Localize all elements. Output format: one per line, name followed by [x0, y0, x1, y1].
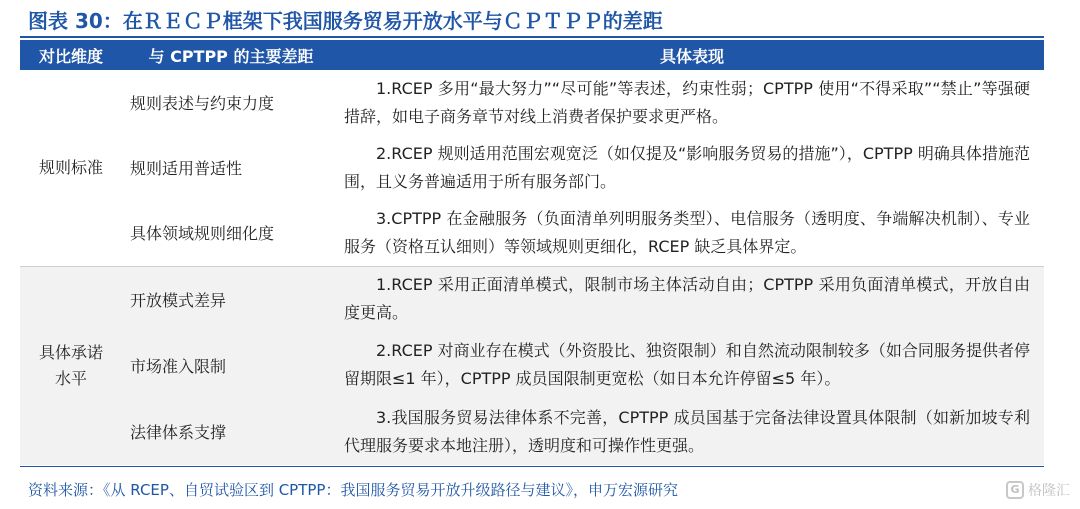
detail-cell: [340, 70, 1044, 135]
detail-text: 3.我国服务贸易法律体系不完善，CPTPP 成员国基于完备法律设置具体限制（如新加坡专利代理服务要求本地注册），透明度和可操作性更强。: [344, 407, 1030, 455]
table-row: [20, 332, 1044, 398]
table-row: [20, 200, 1044, 266]
header-detail: 具体表现: [340, 40, 1044, 70]
watermark: [1006, 478, 1070, 502]
table-row: [20, 70, 1044, 135]
detail-cell: [340, 200, 1044, 266]
title-divider: [20, 36, 1044, 38]
gap-cell: 规则适用普适性: [130, 159, 243, 178]
detail-text: 1.RCEP 多用“最大努力”“尽可能”等表述，约束性弱；CPTPP 使用“不得采取”“禁止”等强硬措辞，如电子商务章节对线上消费者保护要求更严格。: [344, 78, 1030, 126]
source-note: 资料来源：《从 RCEP、自贸试验区到 CPTPP：我国服务贸易开放升级路径与建议》，申万宏源研究: [28, 481, 678, 499]
watermark-text: 格隆汇: [1028, 483, 1070, 499]
gap-cell: 市场准入限制: [122, 332, 340, 398]
gelonghui-logo-icon: G: [1006, 481, 1024, 499]
dimension-cell-rules: 规则标准: [38, 157, 103, 177]
detail-text: 2.RCEP 规则适用范围宏观宽泛（如仅提及“影响服务贸易的措施”），CPTPP 明确具体措施范围，且义务普遍适用于所有服务部门。: [344, 143, 1030, 191]
dimension-label: 具体承诺水平: [38, 342, 103, 388]
table-row: [20, 266, 1044, 332]
header-gap: 与 CPTPP 的主要差距: [122, 40, 340, 70]
detail-cell: [340, 398, 1044, 465]
detail-cell: [340, 266, 1044, 332]
detail-text: 1.RCEP 采用正面清单模式，限制市场主体活动自由；CPTPP 采用负面清单模式，开放自由度更高。: [344, 275, 1030, 323]
figure-title: 图表 30：在ＲＥＣＰ框架下我国服务贸易开放水平与ＣＰＴＰＰ的差距: [28, 9, 663, 33]
gap-cell: 规则表述与约束力度: [130, 94, 275, 113]
detail-text: 2.RCEP 对商业存在模式（外资股比、独资限制）和自然流动限制较多（如合同服务提供者停留期限≤1 年），CPTPP 成员国限制更宽松（如日本允许停留≤5 年）。: [344, 341, 1030, 388]
table-bottom-divider: [20, 466, 1044, 467]
table-row: [20, 135, 1044, 200]
table-header-row: [20, 40, 1044, 70]
detail-cell: [340, 332, 1044, 398]
gap-cell: 开放模式差异: [122, 266, 340, 332]
gap-cell: 法律体系支撑: [122, 398, 340, 465]
comparison-table: [20, 40, 1044, 465]
gap-cell: 具体领域规则细化度: [130, 224, 275, 244]
table-row: [20, 398, 1044, 465]
detail-cell: [340, 135, 1044, 200]
detail-text: 3.CPTPP 在金融服务（负面清单列明服务类型）、电信服务（透明度、争端解决机制）、专业服务（资格互认细则）等领域规则更细化，RCEP 缺乏具体界定。: [344, 208, 1030, 256]
dimension-cell-commitments: [20, 266, 122, 465]
header-dimension: 对比维度: [20, 40, 122, 70]
